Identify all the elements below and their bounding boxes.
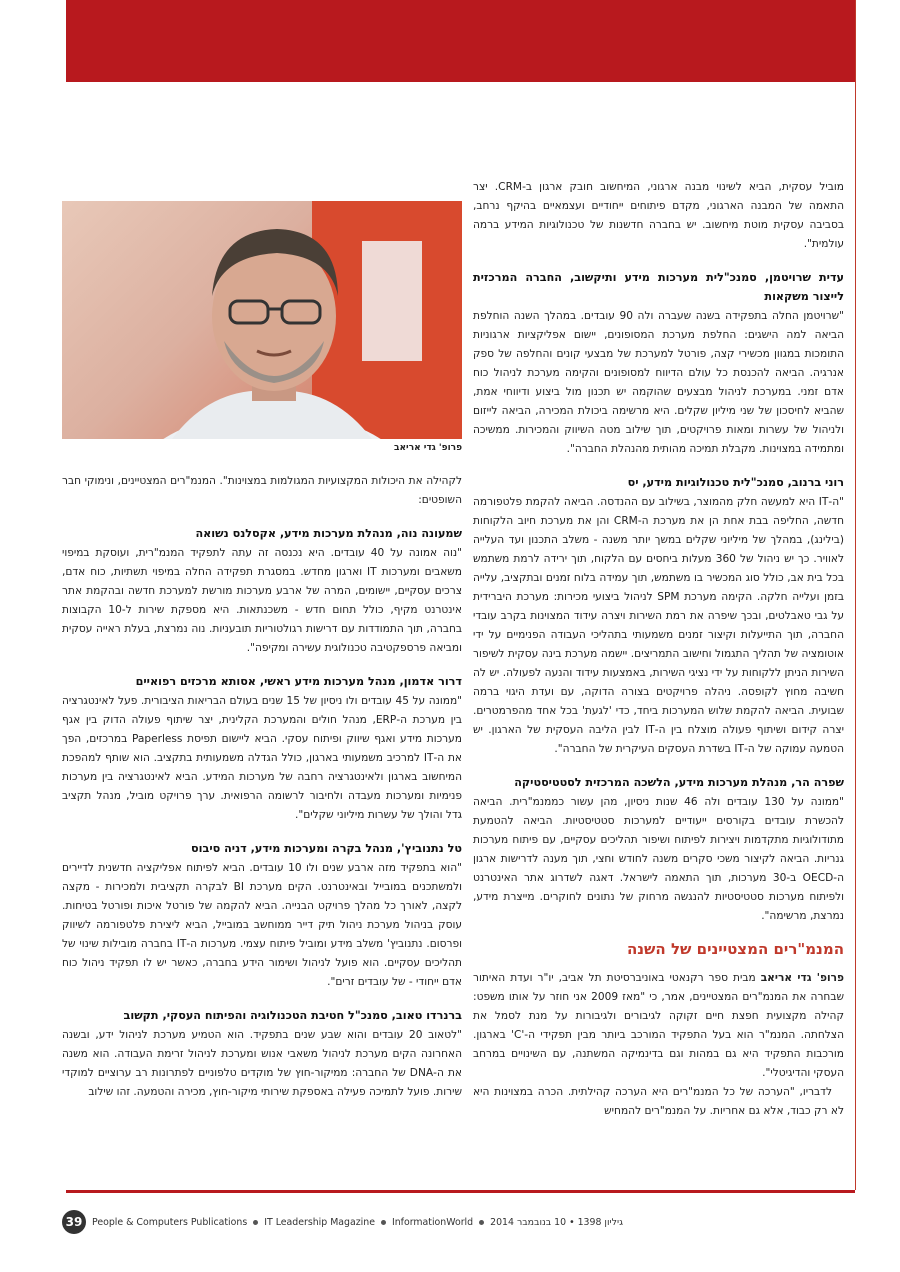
article-section [473,773,844,926]
bullet-icon [479,1220,484,1225]
section-title: המנמ"רים המצטיינים של השנה [626,940,844,958]
bullet-icon [381,1220,386,1225]
page-number: 39 [62,1210,86,1234]
section-body: "הוא בתפקיד מזה ארבע שנים ולו 10 עובדים. הביא לפיתוח אפליקציה חדשנית לדיירים ולמשתכנים במובייל ובאינטרנט. הקים מערכת BI לבקרה תקציבית ולמכירות - מקצה לקצה, לאורך כל מהלך פרויקט הבנייה. הביא להקמה של פורטל איכות ופורטל בטיחות. עוסק בניהול מערכת ניהול תיק דייר ממוחשב במובייל, הביא ליצירת פלטפורמה לשיווק ופרסום. נתנוביץ' משלב מידע ומוביל פיתוח עצמי. מערכות ה-IT בחברה מובילות שינוי של תהליכים עסקיים. הוא פועל לניהול ושימור הידע בחברה, כאשר יש לו תפקיד ניהול כוח אדם ייחודי - של עובדים זרים". [62,862,462,988]
section-body: "ממונה על 45 עובדים ולו ניסיון של 15 שנים בעולם הבריאות הציבורית. פעל לאינטגרציה בין מערכת ה-ERP, מנהל חולים והמערכת הקלינית, יצר שיתוף פעולה הדוק בין אגף מערכות מידע ואגף שיווק ופיתוח עסקי. הביא ליישום תפיסת Paperless במרכזים, הפך את ה-IT למרכיב משמעותי בארגון, כולל הגדלה משמעותית בתקציב. הוא שותף למהפכת המיחשוב בארגון ולאינטגרציה רחבה של מערכות המידע. הביא לאינטגרציה בין מערכות פנימיות ומערכות מעבדה ולחיבור לרשומה הרפואית. ערך פרויקט מוביל, מנהל תקציב גדל והולך של עשרות מיליוני שקלים". [62,695,463,821]
person-illustration [62,201,462,439]
top-banner [66,0,855,82]
section-heading: שמעונה נוה, מנהלת מערכות מידע, אקסלנס נשואה [195,527,462,540]
page-footer [62,1208,852,1236]
article-section [62,839,462,992]
right-intro: מוביל עסקית, הביא לשינוי מבנה ארגוני, המיחשוב חובק ארגון ב-CRM. יצר התאמה של המבנה הארגוני, מקדם פיתוחים ייחודיים ועצמאיים בהיקף נרחב, בסביבה עסקית מוטת מיחשוב. יש בחברה חדשנות של טכנולוגיות המידע ברמה עולמית". [473,181,844,250]
bottom-rule [66,1190,855,1193]
section-body: "שרויטמן החלה בתפקידה בשנה שעברה ולה 90 עובדים. במהלך השנה הוחלפת הביאה למה הישגים: החלפת מערכת המסופונים, יישום אפליקציות ארגוניות התומכות במגוון מכשירי קצה, פורטל למערכת של מבצעי קונים והחלפה של ספק אנרגיה. הביאה להכנסת כל עולם הדיווח למסופונים והקימה מערכת לניהול כוח אדם זמני. במערכת לניהול מבצעים שהוקמה יש תכנון מול ביצוע ודיווחי אמת, שהביא לחיסכון של שני מיליון שקלים. היא מרשימה ביכולת המכירה, הביאה לייזום ולניהול של עשרות ומאות פרויקטים, תוך שילוב מטה השיווק והמכירות. ממשיכה ומתמידה במצוינות. מקבלת תמיכה מהותית מהנהלת החברה". [473,310,844,455]
article-section [473,473,844,759]
photo-caption: פרופ' גדי אריאב [62,440,462,456]
prof-name: פרופ' גדי אריאב [760,972,844,984]
article-section [62,1006,462,1102]
left-intro: לקהילה את היכולות המקצועיות המגולמות במצוינות". המנמ"רים המצטיינים, ונימוקי חבר השופטים: [62,475,462,506]
section-body: "ממונה על 130 עובדים ולה 46 שנות ניסיון, מהן עשור כממנמ"רית. הביאה להכשרת עובדים בקורסים ייעודיים למערכות סטטיסטיות. הביאה להטמעת מתודולוגיות מתקדמות ויצירות לפיתוח ושיפור תהליכים עסקיים, עם פיתוח מערכות גנריות. הביאה לקיצור משכי סקרים משנה לחודש וחצי, תוך מענה לדרישות ארגון ה-OECD ב-30 מערכות, תוך התאמה לישראל. דאגה לשדרוג אתר האינטרנט ולפיתוח מערכות סטטיסטיות להנגשה מרחוק של נתונים לחוקרים. מייצרת מידע, נמרצת, מרשימה". [473,796,844,922]
right-column [473,178,844,1178]
prof-paragraph [473,969,844,1083]
prof-body-2: לדבריו, "הערכה של כל המנמ"רים היא הערכה קהילתית. הכרה במצוינות היא לא רק כבוד, אלא גם אחריות. על המנמ"רים להמחיש [473,1086,844,1117]
prof-body: מבית ספר רקנאטי באוניברסיטת תל אביב, יו"ר ועדת האיתור שבחרה את המנמ"רים המצטיינים, אמר, כי "מאז 2009 אני חוזר על אותו משפט: קהילה מקצועית חפצת חיים זקוקה לגיבורים ולגיבורות על מנת לסמל את הצלחתה. המנמ"ר הוא בעל התפקיד המורכב ביותר מבין תפקידי ה-'C' בארגון. מורכבות התפקיד היא גם במהות וגם בדינמיקה המשתנה, עם השינויים במרחב העסקי והדיגיטלי". [473,972,844,1079]
issue-info: גיליון 1398 • 10 בנובמבר 2014 [490,1216,623,1228]
section-body: "לטאוב 20 עובדים והוא שבע שנים בתפקיד. הוא הטמיע מערכת לניהול ידע, ובשנה האחרונה הקים מערכת לניהול משאבי אנוש ומערכת לניהול זרימת העבודה. הוא משנה את ה-DNA של החברה: ממיקור-חוץ של מוקדים טלפוניים לפתרונות רב ערוציים למוקדי שירות. פועל לתמיכה פעילה באספקת שירותי מיקור-חוץ, מכירה והטמעה. זהו שילוב [62,1029,462,1098]
margin-rule [855,0,856,1190]
section-heading: דרור אדמון, מנהל מערכות מידע ראשי, אסותא מרכזים רפואיים [135,675,462,688]
bullet-icon [253,1220,258,1225]
section-body: "ה-IT היא למעשה חלק מהמוצר, בשילוב עם ההנדסה. הביאה להקמת פלטפורמה חדשה, החליפה בבת אחת הן את מערכת ה-CRM והן את מערכת חיוב הלקוחות (בילינג), במהלך של מיליוני שקלים במשך יותר משנה - משלב התכנון ועד העלייה לאוויר. כך יש ניהול של 360 מעלות ביחסים עם הלקוח, תוך ירידה לרמת משתמש בכל בית אב, כולל סוג המכשיר בו משתמש, תוך עמידה בלוח זמנים ובתקציב, עלייה בזמן ועלייה חלקה. הקימה מערכת SPM לניהול ביצועי מכירות: מערכת היברידית על גבי טאבלטים, ובכך שיפרה את רמת השירות ויצרה עידוד המצוינות בקרב עובדי החברה, תוך התייעלות וקיצור זמנים משמעותי בתהליכי העבודה הפנימיים על ידי אוטומציה של תהליך התגמול וחישוב התמריצים. יישמה מערכת בינה עסקית לשיפור השירות הניתן ללקוחות על ידי נציגי השירות, באמצעות עידוד והנעה לפעולה. יש לה חשיבה מחוץ לקופסה. ניהלה פרויקטים בצורה הדוקה, עם ועדת היגוי ברמה שבועית. הביאה להקמת שלוש המערכות ביחד, כדי 'לגעת' בכל אחד מהפרמטרים. יצרה קידום ושיתוף פעולה מוצלח בין ה-IT לבין הליבה העסקית של הארגון. יש הטמעה עמוקה של ה-IT בשדרת העסקים העיקרית של החברה". [473,496,844,755]
section-heading: רוני ברנוב, סמנכ"לית טכנולוגיות מידע, יס [627,476,844,489]
section-heading: עדית שרויטמן, סמנכ"לית מערכות מידע ותיקשוב, החברה המרכזית לייצור משקאות [473,271,844,303]
section-body: "נוה אמונה על 40 עובדים. היא נכנסה זה עתה לתפקיד המנמ"רית, ועוסקת במיפוי משאבים ומערכות IT וארגון מחדש. במסגרת תפקידה החלה במיפוי תשתיות, כוח אדם, צרכים עסקיים, יישומים, המרה של ארבע מערכות מורשת למערכת חדשה ובהקמת אתר אינטרנט מקיף, כולל תחום חדש - משכנתאות. היא מספקת שירות ל-10 הקבוצות בחברה, תוך התמודדות עם דרישות רגולטוריות תובעניות. נוה נמרצת, בעלת ראייה עסקית ומביאה פרספקטיבה טכנולוגית עשירה ומקיפה". [62,547,462,654]
left-column [62,472,462,1190]
magazine-name: IT Leadership Magazine [264,1216,375,1228]
site-name: InformationWorld [391,1216,474,1228]
publisher-name: People & Computers Publications [92,1216,248,1228]
prof-paragraph-2 [473,1083,844,1121]
article-section [473,268,844,459]
article-section [62,524,462,658]
article-section [62,672,462,825]
portrait-photo [62,201,462,439]
section-heading: טל נתנוביץ', מנהל בקרה ומערכות מידע, דניה סיבוס [191,842,462,855]
section-heading: ברנרדו טאוב, סמנכ"ל חטיבת הטכנולוגיה והפיתוח העסקי, תקשוב [123,1009,462,1022]
section-heading: שפרה הר, מנהלת מערכות מידע, הלשכה המרכזית לסטטיסטיקה [514,776,844,789]
